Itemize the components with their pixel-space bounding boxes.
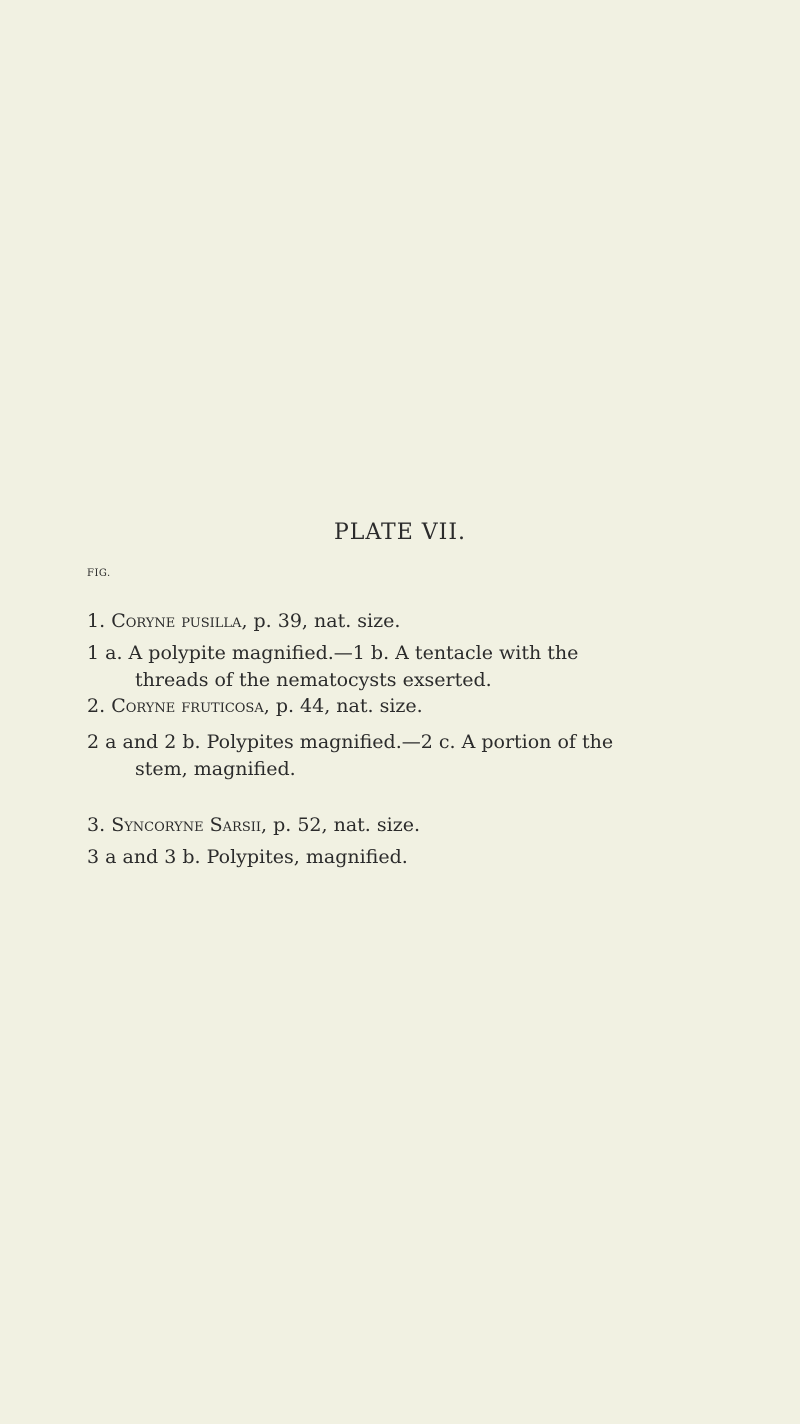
entry-text: , p. 44, nat. size. — [263, 695, 423, 717]
species-name: Coryne fruticosa — [111, 695, 264, 717]
plate-title: PLATE VII. — [333, 520, 467, 545]
figure-entry-3a — [87, 844, 727, 871]
entry-line: 3 a and 3 b. Polypites, magnified. — [87, 846, 408, 868]
entry-number: 3. — [87, 814, 106, 836]
entry-number: 1. — [87, 610, 106, 632]
species-name: Coryne pusilla — [111, 610, 242, 632]
species-name: Syncoryne Sarsii — [111, 814, 262, 836]
fig-label: FIG. — [87, 568, 111, 579]
entry-number: 2. — [87, 695, 106, 717]
figure-entry-1a — [87, 640, 727, 694]
entry-text: , p. 52, nat. size. — [261, 814, 420, 836]
entry-line: 1 a. A polypite magnified.—1 b. A tentacle with the — [87, 642, 579, 664]
entry-line-continued: threads of the nematocysts exserted. — [135, 669, 492, 691]
figure-entry-1 — [87, 608, 727, 635]
figure-entry-2 — [87, 693, 727, 720]
entry-line: 2 a and 2 b. Polypites magnified.—2 c. A portion of the — [87, 731, 614, 753]
entry-text: , p. 39, nat. size. — [241, 610, 401, 632]
figure-entry-2a — [87, 729, 727, 783]
entry-line-continued: stem, magnified. — [135, 758, 296, 780]
figure-entry-3 — [87, 812, 727, 839]
